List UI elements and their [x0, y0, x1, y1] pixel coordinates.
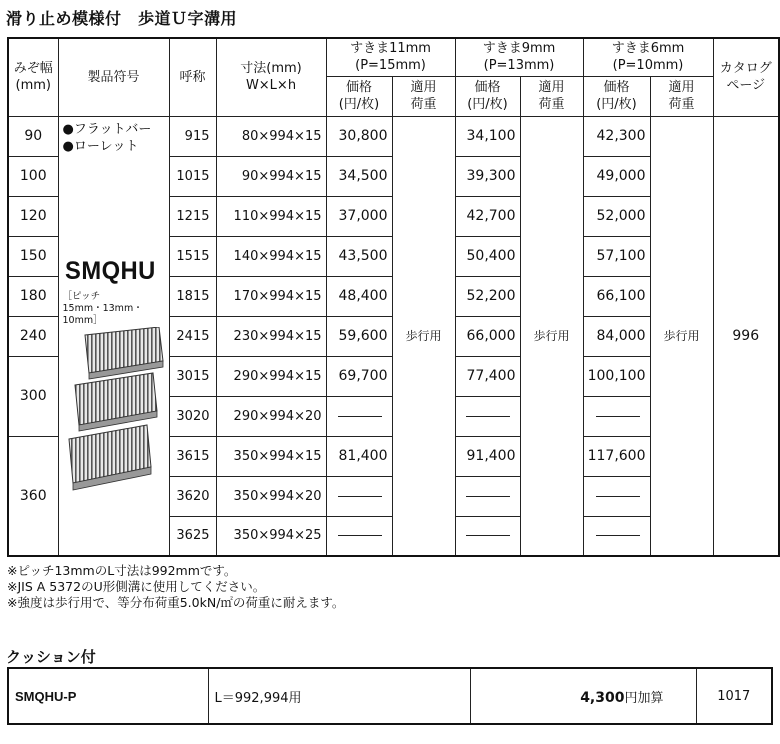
header-code: [58, 38, 169, 116]
header-load-9: [520, 76, 583, 116]
price-11-cell: 43,500: [326, 236, 392, 276]
header-load-11: [392, 76, 455, 116]
dash-mark: [338, 535, 382, 536]
page-title: 滑り止め模様付 歩道Ｕ字溝用: [6, 9, 238, 28]
table-row: [8, 116, 779, 156]
cushion-price-suffix: 円加算: [624, 690, 664, 706]
price-11-cell: 34,500: [326, 156, 392, 196]
price-9-cell: 66,000: [455, 316, 520, 356]
price-11-cell: 37,000: [326, 196, 392, 236]
code-cell: 1515: [169, 236, 216, 276]
load-6-cell: 歩行用: [650, 116, 713, 556]
header-catalog-text: カタログ ページ: [719, 61, 772, 94]
dims-cell: 290×994×15: [216, 356, 326, 396]
cushion-length: L＝992,994用: [208, 668, 470, 724]
price-11-cell: 81,400: [326, 436, 392, 476]
header-gap11-text: すきま11mm (P=15mm): [350, 41, 431, 74]
dash-mark: [338, 416, 382, 417]
price-6-cell: 57,100: [583, 236, 650, 276]
header-price-6: [583, 76, 650, 116]
cushion-section-title: クッション付: [6, 648, 96, 666]
load-11-cell: 歩行用: [392, 116, 455, 556]
header-price-6-text: 価格 (円/枚): [596, 80, 637, 112]
header-price-9: [455, 76, 520, 116]
price-6-cell: 52,000: [583, 196, 650, 236]
price-11-cell: [326, 396, 392, 436]
dims-cell: 350×994×15: [216, 436, 326, 476]
price-6-cell: 66,100: [583, 276, 650, 316]
header-dims: [216, 38, 326, 116]
header-gap6-text: すきま6mm (P=10mm): [611, 41, 685, 74]
header-load-9-text: 適用 荷重: [538, 80, 565, 112]
note-line: ※JIS A 5372のU形側溝に使用してください。: [7, 579, 266, 594]
product-types: ●フラットバー ●ローレット: [62, 121, 152, 154]
dash-mark: [466, 496, 510, 497]
header-gap6: [583, 38, 713, 76]
product-pitch: ［ピッチ 15mm・13mm・10mm］: [62, 290, 143, 326]
price-9-cell: 50,400: [455, 236, 520, 276]
product-cell: [58, 116, 169, 556]
price-11-cell: 59,600: [326, 316, 392, 356]
price-6-cell: [583, 516, 650, 556]
header-name-text: 呼称: [179, 69, 206, 85]
dash-mark: [596, 416, 640, 417]
load-9-cell: 歩行用: [520, 116, 583, 556]
header-dims-text: 寸法(mm) W×L×h: [240, 61, 302, 94]
width-cell: 240: [8, 316, 58, 356]
header-load-11-text: 適用 荷重: [410, 80, 437, 112]
price-9-cell: [455, 396, 520, 436]
dims-cell: 290×994×20: [216, 396, 326, 436]
dash-mark: [596, 535, 640, 536]
dims-cell: 80×994×15: [216, 116, 326, 156]
cushion-price-cell: [470, 668, 696, 724]
header-gap9-text: すきま9mm (P=13mm): [482, 41, 556, 74]
header-gap11: [326, 38, 455, 76]
note-line: ※ピッチ13mmのL寸法は992mmです。: [7, 563, 237, 578]
price-9-cell: 91,400: [455, 436, 520, 476]
price-6-cell: [583, 396, 650, 436]
code-cell: 3015: [169, 356, 216, 396]
dims-cell: 350×994×20: [216, 476, 326, 516]
dash-mark: [466, 416, 510, 417]
code-cell: 3620: [169, 476, 216, 516]
price-9-cell: 52,200: [455, 276, 520, 316]
width-cell: 300: [8, 356, 58, 436]
code-cell: 1815: [169, 276, 216, 316]
price-9-cell: 34,100: [455, 116, 520, 156]
width-cell: 360: [8, 436, 58, 556]
price-6-cell: 42,300: [583, 116, 650, 156]
price-11-cell: [326, 516, 392, 556]
width-cell: 120: [8, 196, 58, 236]
grating-image: [67, 327, 165, 497]
price-9-cell: [455, 476, 520, 516]
code-cell: 1215: [169, 196, 216, 236]
dims-cell: 140×994×15: [216, 236, 326, 276]
price-11-cell: 30,800: [326, 116, 392, 156]
code-cell: 2415: [169, 316, 216, 356]
header-width: [8, 38, 58, 116]
code-cell: 915: [169, 116, 216, 156]
dims-cell: 350×994×25: [216, 516, 326, 556]
price-11-cell: [326, 476, 392, 516]
catalog-page-cell: 996: [713, 116, 779, 556]
code-cell: 3625: [169, 516, 216, 556]
price-9-cell: 39,300: [455, 156, 520, 196]
price-9-cell: [455, 516, 520, 556]
dash-mark: [596, 496, 640, 497]
header-price-9-text: 価格 (円/枚): [467, 80, 508, 112]
price-6-cell: 100,100: [583, 356, 650, 396]
header-name: [169, 38, 216, 116]
dims-cell: 170×994×15: [216, 276, 326, 316]
price-9-cell: 42,700: [455, 196, 520, 236]
price-11-cell: 69,700: [326, 356, 392, 396]
dash-mark: [466, 535, 510, 536]
width-cell: 150: [8, 236, 58, 276]
cushion-table: [7, 667, 773, 725]
header-price-11: [326, 76, 392, 116]
dash-mark: [338, 496, 382, 497]
cushion-product-name: SMQHU-P: [8, 668, 208, 724]
product-name: SMQHU: [64, 256, 156, 285]
dims-cell: 90×994×15: [216, 156, 326, 196]
code-cell: 3020: [169, 396, 216, 436]
table-row: [8, 668, 772, 724]
price-6-cell: 49,000: [583, 156, 650, 196]
header-load-6: [650, 76, 713, 116]
header-load-6-text: 適用 荷重: [668, 80, 695, 112]
dims-cell: 230×994×15: [216, 316, 326, 356]
header-code-text: 製品符号: [87, 69, 140, 85]
notes: [7, 563, 344, 611]
cushion-price: 4,300: [580, 689, 625, 706]
header-catalog: [713, 38, 779, 116]
price-6-cell: 84,000: [583, 316, 650, 356]
width-cell: 180: [8, 276, 58, 316]
cushion-catalog-page: 1017: [696, 668, 772, 724]
header-price-11-text: 価格 (円/枚): [338, 80, 380, 112]
dims-cell: 110×994×15: [216, 196, 326, 236]
header-gap9: [455, 38, 583, 76]
price-11-cell: 48,400: [326, 276, 392, 316]
code-cell: 3615: [169, 436, 216, 476]
price-6-cell: [583, 476, 650, 516]
price-table: [7, 37, 780, 557]
price-9-cell: 77,400: [455, 356, 520, 396]
note-line: ※強度は歩行用で、等分布荷重5.0kN/㎡の荷重に耐えます。: [7, 595, 345, 610]
width-cell: 100: [8, 156, 58, 196]
width-cell: 90: [8, 116, 58, 156]
header-width-text: みぞ幅 (mm): [13, 61, 53, 94]
price-6-cell: 117,600: [583, 436, 650, 476]
code-cell: 1015: [169, 156, 216, 196]
